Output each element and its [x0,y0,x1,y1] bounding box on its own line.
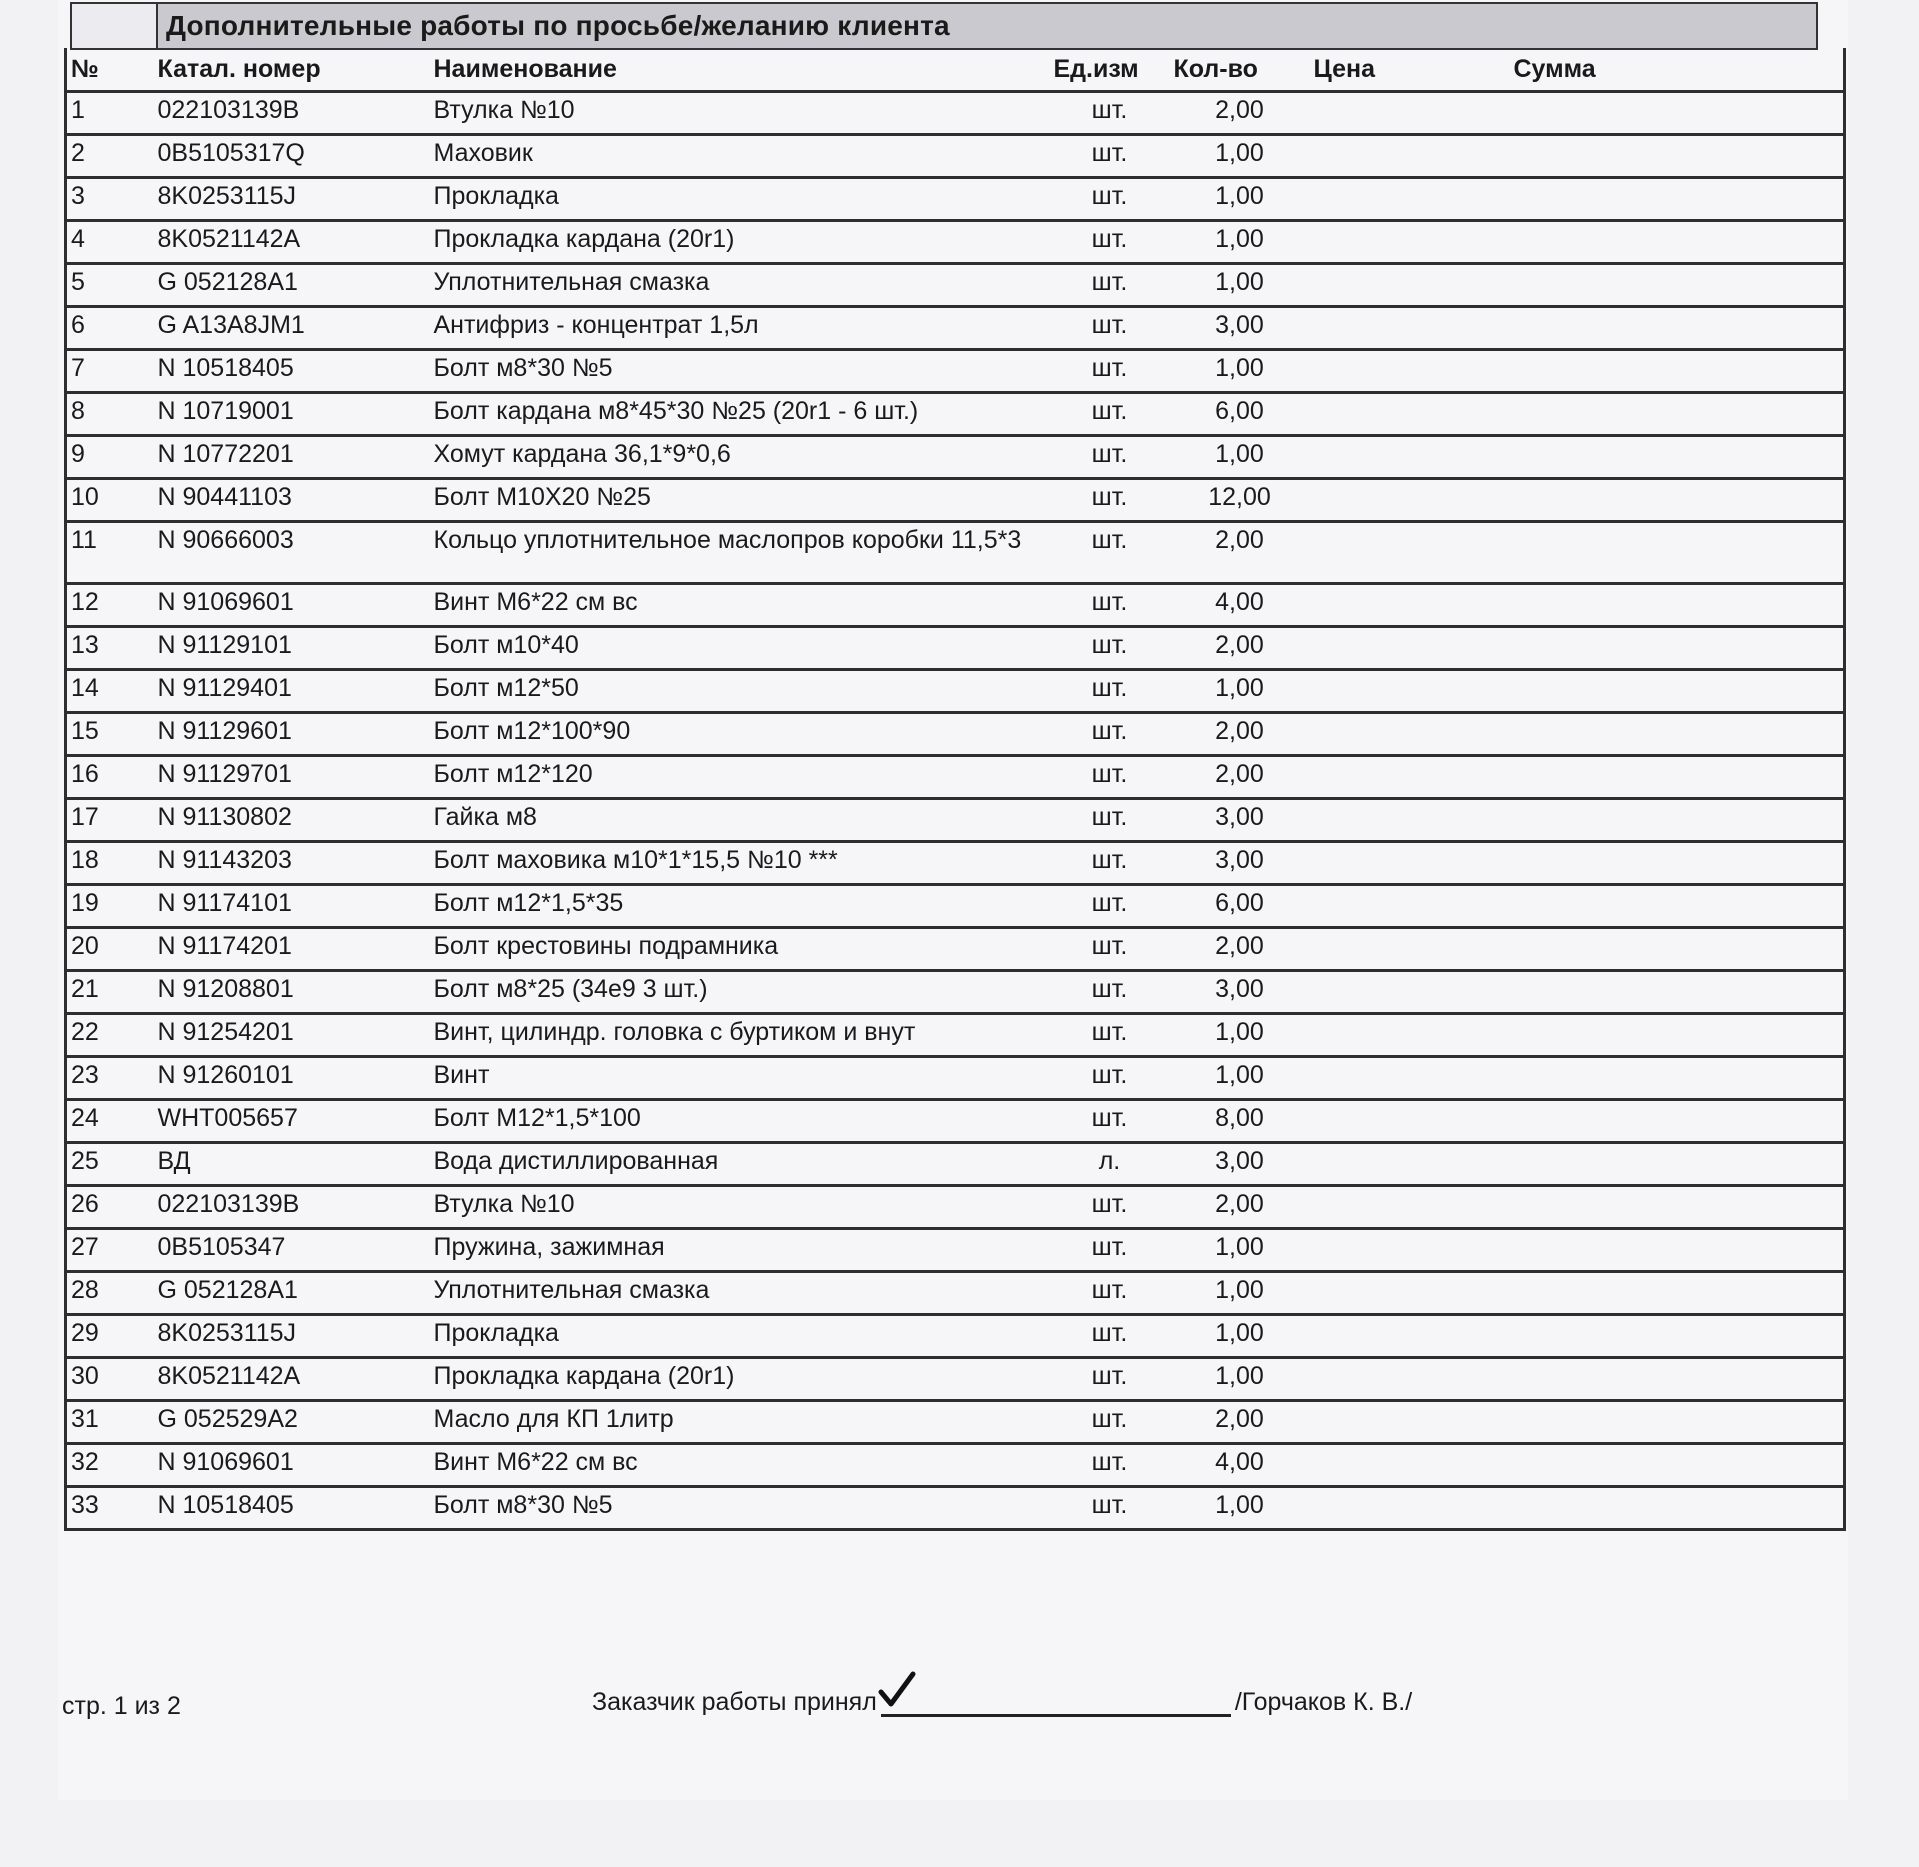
item-name: Болт м8*30 №5 [430,350,1050,393]
catalog-number: 8K0253115J [154,178,430,221]
page-footer [60,1676,1860,1736]
row-number: 23 [66,1057,154,1100]
item-price [1310,221,1510,264]
section-title: Дополнительные работы по просьбе/желанию клиента [166,10,950,41]
signer-name: /Горчаков К. В./ [1234,1688,1413,1716]
item-price [1310,1444,1510,1487]
item-name: Болт М10Х20 №25 [430,479,1050,522]
item-unit: шт. [1050,92,1170,135]
item-name: Втулка №10 [430,1186,1050,1229]
item-name: Антифриз - концентрат 1,5л [430,307,1050,350]
item-name: Винт, цилиндр. головка с буртиком и внут [430,1014,1050,1057]
item-unit: шт. [1050,584,1170,627]
item-quantity: 1,00 [1170,1487,1310,1530]
item-sum [1510,1272,1845,1315]
item-unit: шт. [1050,928,1170,971]
table-row [66,1272,1845,1315]
item-quantity: 2,00 [1170,1186,1310,1229]
item-name: Болт М12*1,5*100 [430,1100,1050,1143]
item-sum [1510,307,1845,350]
item-price [1310,522,1510,584]
col-header-price: Цена [1310,48,1510,92]
item-quantity: 12,00 [1170,479,1310,522]
item-sum [1510,885,1845,928]
item-unit: шт. [1050,307,1170,350]
item-name: Болт маховика м10*1*15,5 №10 *** [430,842,1050,885]
item-quantity: 8,00 [1170,1100,1310,1143]
item-quantity: 3,00 [1170,842,1310,885]
item-sum [1510,1186,1845,1229]
row-number: 33 [66,1487,154,1530]
table-row [66,799,1845,842]
table-row [66,1487,1845,1530]
item-sum [1510,1057,1845,1100]
item-price [1310,178,1510,221]
catalog-number: N 91129401 [154,670,430,713]
item-quantity: 4,00 [1170,584,1310,627]
item-name: Прокладка [430,1315,1050,1358]
catalog-number: N 91143203 [154,842,430,885]
row-number: 10 [66,479,154,522]
catalog-number: N 91129601 [154,713,430,756]
row-number: 30 [66,1358,154,1401]
catalog-number: WHT005657 [154,1100,430,1143]
item-sum [1510,713,1845,756]
table-row [66,1014,1845,1057]
row-number: 17 [66,799,154,842]
item-quantity: 1,00 [1170,350,1310,393]
item-unit: шт. [1050,756,1170,799]
parts-table [64,48,1846,1531]
item-unit: шт. [1050,178,1170,221]
item-price [1310,1315,1510,1358]
catalog-number: 022103139B [154,1186,430,1229]
item-name: Болт м12*1,5*35 [430,885,1050,928]
table-row [66,135,1845,178]
item-price [1310,436,1510,479]
item-name: Прокладка [430,178,1050,221]
item-price [1310,1358,1510,1401]
accepted-label: Заказчик работы принял [592,1688,877,1716]
col-header-qty: Кол-во [1170,48,1310,92]
item-unit: шт. [1050,842,1170,885]
row-number: 6 [66,307,154,350]
catalog-number: N 90441103 [154,479,430,522]
item-quantity: 2,00 [1170,627,1310,670]
item-unit: шт. [1050,1186,1170,1229]
catalog-number: N 10772201 [154,436,430,479]
item-name: Болт м12*50 [430,670,1050,713]
item-unit: шт. [1050,1272,1170,1315]
item-unit: шт. [1050,799,1170,842]
item-sum [1510,928,1845,971]
table-row [66,885,1845,928]
table-row [66,350,1845,393]
row-number: 26 [66,1186,154,1229]
item-sum [1510,971,1845,1014]
item-price [1310,1186,1510,1229]
item-price [1310,627,1510,670]
item-sum [1510,756,1845,799]
item-unit: шт. [1050,221,1170,264]
item-name: Винт М6*22 см вс [430,1444,1050,1487]
item-unit: шт. [1050,1487,1170,1530]
table-row [66,1358,1845,1401]
catalog-number: 0B5105347 [154,1229,430,1272]
item-unit: шт. [1050,1100,1170,1143]
item-name: Гайка м8 [430,799,1050,842]
item-sum [1510,92,1845,135]
item-unit: шт. [1050,350,1170,393]
item-price [1310,1014,1510,1057]
item-price [1310,1401,1510,1444]
item-price [1310,713,1510,756]
item-price [1310,350,1510,393]
catalog-number: 8K0521142A [154,1358,430,1401]
catalog-number: G 052128A1 [154,264,430,307]
item-quantity: 1,00 [1170,221,1310,264]
row-number: 12 [66,584,154,627]
item-unit: шт. [1050,1014,1170,1057]
item-price [1310,1057,1510,1100]
catalog-number: N 91254201 [154,1014,430,1057]
item-sum [1510,1487,1845,1530]
catalog-number: N 91130802 [154,799,430,842]
item-price [1310,584,1510,627]
row-number: 11 [66,522,154,584]
item-sum [1510,135,1845,178]
item-unit: шт. [1050,1401,1170,1444]
item-unit: шт. [1050,1229,1170,1272]
row-number: 20 [66,928,154,971]
item-quantity: 2,00 [1170,1401,1310,1444]
header-stub [72,4,158,48]
row-number: 8 [66,393,154,436]
catalog-number: N 91208801 [154,971,430,1014]
item-quantity: 2,00 [1170,756,1310,799]
table-row [66,1186,1845,1229]
item-sum [1510,799,1845,842]
row-number: 15 [66,713,154,756]
item-name: Прокладка кардана (20r1) [430,221,1050,264]
table-row [66,221,1845,264]
table-row [66,436,1845,479]
table-row [66,178,1845,221]
col-header-sum: Сумма [1510,48,1845,92]
item-price [1310,756,1510,799]
item-sum [1510,1014,1845,1057]
table-row [66,1057,1845,1100]
table-row [66,307,1845,350]
item-quantity: 6,00 [1170,393,1310,436]
item-sum [1510,1315,1845,1358]
row-number: 14 [66,670,154,713]
table-row [66,264,1845,307]
item-unit: шт. [1050,135,1170,178]
catalog-number: N 91129701 [154,756,430,799]
row-number: 13 [66,627,154,670]
catalog-number: G 052128A1 [154,1272,430,1315]
item-price [1310,393,1510,436]
row-number: 27 [66,1229,154,1272]
catalog-number: N 10518405 [154,350,430,393]
catalog-number: N 91260101 [154,1057,430,1100]
item-sum [1510,479,1845,522]
item-name: Масло для КП 1литр [430,1401,1050,1444]
item-unit: шт. [1050,1315,1170,1358]
item-quantity: 6,00 [1170,885,1310,928]
page-number: стр. 1 из 2 [62,1692,181,1720]
table-header-row [66,48,1845,92]
item-quantity: 1,00 [1170,1014,1310,1057]
item-price [1310,1272,1510,1315]
catalog-number: N 10518405 [154,1487,430,1530]
item-unit: шт. [1050,971,1170,1014]
item-unit: шт. [1050,436,1170,479]
item-name: Винт [430,1057,1050,1100]
item-quantity: 1,00 [1170,1272,1310,1315]
item-name: Болт м10*40 [430,627,1050,670]
item-quantity: 3,00 [1170,799,1310,842]
item-quantity: 1,00 [1170,670,1310,713]
table-row [66,1143,1845,1186]
item-sum [1510,393,1845,436]
row-number: 29 [66,1315,154,1358]
item-quantity: 1,00 [1170,1358,1310,1401]
table-row [66,756,1845,799]
item-quantity: 1,00 [1170,1315,1310,1358]
item-sum [1510,350,1845,393]
item-sum [1510,1143,1845,1186]
item-quantity: 2,00 [1170,522,1310,584]
item-sum [1510,436,1845,479]
item-price [1310,1143,1510,1186]
table-row [66,393,1845,436]
item-name: Болт м12*100*90 [430,713,1050,756]
item-name: Болт м8*30 №5 [430,1487,1050,1530]
row-number: 19 [66,885,154,928]
item-quantity: 1,00 [1170,135,1310,178]
table-row [66,627,1845,670]
row-number: 24 [66,1100,154,1143]
item-price [1310,479,1510,522]
row-number: 22 [66,1014,154,1057]
item-name: Винт М6*22 см вс [430,584,1050,627]
table-row [66,479,1845,522]
table-row [66,971,1845,1014]
catalog-number: N 91069601 [154,584,430,627]
item-name: Болт кардана м8*45*30 №25 (20r1 - 6 шт.) [430,393,1050,436]
row-number: 32 [66,1444,154,1487]
catalog-number: N 91174101 [154,885,430,928]
table-row [66,1401,1845,1444]
col-header-unit: Ед.изм [1050,48,1170,92]
table-row [66,1229,1845,1272]
item-unit: шт. [1050,670,1170,713]
row-number: 7 [66,350,154,393]
item-quantity: 2,00 [1170,92,1310,135]
row-number: 3 [66,178,154,221]
item-quantity: 1,00 [1170,436,1310,479]
item-price [1310,799,1510,842]
table-row [66,842,1845,885]
item-unit: шт. [1050,1358,1170,1401]
checkmark-icon [877,1670,917,1710]
item-quantity: 1,00 [1170,264,1310,307]
item-unit: шт. [1050,1057,1170,1100]
item-name: Втулка №10 [430,92,1050,135]
item-name: Прокладка кардана (20r1) [430,1358,1050,1401]
catalog-number: N 10719001 [154,393,430,436]
item-price [1310,1487,1510,1530]
item-sum [1510,584,1845,627]
item-quantity: 1,00 [1170,178,1310,221]
item-price [1310,92,1510,135]
table-row [66,1315,1845,1358]
item-price [1310,264,1510,307]
item-sum [1510,670,1845,713]
item-name: Уплотнительная смазка [430,1272,1050,1315]
item-price [1310,307,1510,350]
col-header-catalog: Катал. номер [154,48,430,92]
item-quantity: 3,00 [1170,307,1310,350]
signature-line [881,1686,1231,1717]
table-row [66,92,1845,135]
item-unit: шт. [1050,627,1170,670]
item-quantity: 2,00 [1170,928,1310,971]
item-quantity: 2,00 [1170,713,1310,756]
catalog-number: ВД [154,1143,430,1186]
item-sum [1510,1444,1845,1487]
item-price [1310,1229,1510,1272]
item-name: Болт м12*120 [430,756,1050,799]
acceptance-line [592,1686,1412,1717]
table-row [66,1100,1845,1143]
row-number: 2 [66,135,154,178]
item-price [1310,971,1510,1014]
item-price [1310,885,1510,928]
catalog-number: N 90666003 [154,522,430,584]
table-row [66,713,1845,756]
item-quantity: 1,00 [1170,1229,1310,1272]
item-name: Пружина, зажимная [430,1229,1050,1272]
catalog-number: N 91129101 [154,627,430,670]
item-unit: шт. [1050,713,1170,756]
item-sum [1510,264,1845,307]
col-header-num: № [66,48,154,92]
catalog-number: N 91069601 [154,1444,430,1487]
item-sum [1510,221,1845,264]
row-number: 5 [66,264,154,307]
table-row [66,1444,1845,1487]
item-name: Хомут кардана 36,1*9*0,6 [430,436,1050,479]
item-price [1310,842,1510,885]
item-sum [1510,627,1845,670]
catalog-number: 022103139B [154,92,430,135]
catalog-number: G 052529A2 [154,1401,430,1444]
section-header [70,2,1818,50]
item-sum [1510,522,1845,584]
item-sum [1510,178,1845,221]
item-price [1310,1100,1510,1143]
row-number: 28 [66,1272,154,1315]
row-number: 21 [66,971,154,1014]
row-number: 4 [66,221,154,264]
item-unit: шт. [1050,885,1170,928]
item-unit: шт. [1050,479,1170,522]
item-quantity: 3,00 [1170,1143,1310,1186]
item-name: Маховик [430,135,1050,178]
item-quantity: 4,00 [1170,1444,1310,1487]
catalog-number: 8K0253115J [154,1315,430,1358]
table-row [66,522,1845,584]
item-unit: шт. [1050,1444,1170,1487]
row-number: 18 [66,842,154,885]
row-number: 31 [66,1401,154,1444]
catalog-number: G A13A8JM1 [154,307,430,350]
item-sum [1510,1100,1845,1143]
row-number: 16 [66,756,154,799]
item-name: Уплотнительная смазка [430,264,1050,307]
catalog-number: N 91174201 [154,928,430,971]
item-quantity: 1,00 [1170,1057,1310,1100]
item-name: Кольцо уплотнительное маслопров коробки 11,5*3 [430,522,1050,584]
table-row [66,670,1845,713]
item-name: Вода дистиллированная [430,1143,1050,1186]
item-sum [1510,1229,1845,1272]
item-price [1310,135,1510,178]
item-name: Болт крестовины подрамника [430,928,1050,971]
item-sum [1510,1401,1845,1444]
item-unit: шт. [1050,264,1170,307]
item-quantity: 3,00 [1170,971,1310,1014]
item-unit: л. [1050,1143,1170,1186]
item-price [1310,928,1510,971]
item-unit: шт. [1050,393,1170,436]
item-sum [1510,842,1845,885]
item-price [1310,670,1510,713]
row-number: 1 [66,92,154,135]
col-header-name: Наименование [430,48,1050,92]
item-sum [1510,1358,1845,1401]
table-row [66,928,1845,971]
catalog-number: 8K0521142A [154,221,430,264]
catalog-number: 0B5105317Q [154,135,430,178]
item-name: Болт м8*25 (34е9 3 шт.) [430,971,1050,1014]
row-number: 25 [66,1143,154,1186]
table-row [66,584,1845,627]
row-number: 9 [66,436,154,479]
item-unit: шт. [1050,522,1170,584]
